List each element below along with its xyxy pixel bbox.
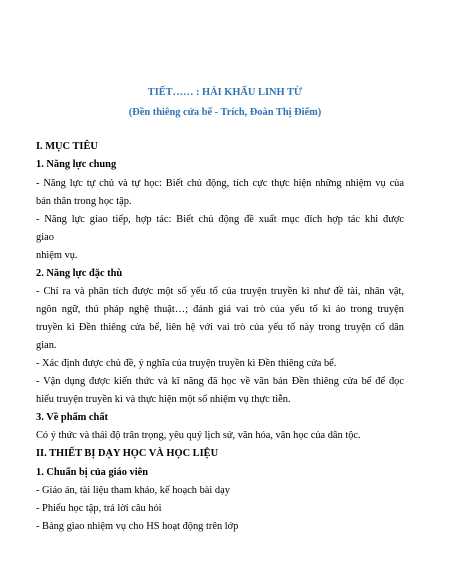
list-item: - Phiếu học tập, trả lời câu hỏi <box>36 503 162 514</box>
subheading-general-competence: 1. Năng lực chung <box>36 159 117 170</box>
paragraph-line: nhiệm vụ. <box>36 250 78 261</box>
subheading-teacher-prep: 1. Chuẩn bị của giáo viên <box>36 467 149 478</box>
paragraph-line: - Xác định được chủ đề, ý nghĩa của truyện truyền kì Đền thiêng cửa bể. <box>36 358 337 369</box>
list-item: - Bảng giao nhiệm vụ cho HS hoạt động trên lớp <box>36 521 239 532</box>
paragraph-line: truyền kì Đền thiêng cửa bể, liên hệ với vai trò của yếu tố này trong truyện cổ dân <box>36 322 404 333</box>
paragraph-line: - Năng lực giao tiếp, hợp tác: Biết chủ động đề xuất mục đích hợp tác khi được <box>36 214 404 225</box>
paragraph-line: gian. <box>36 340 57 351</box>
paragraph-line: - Vận dụng được kiến thức và kĩ năng đã học về văn bản Đền thiêng cửa bể để đọc <box>36 376 404 387</box>
section-heading-equipment: II. THIẾT BỊ DẠY HỌC VÀ HỌC LIỆU <box>36 448 219 459</box>
paragraph-line: Có ý thức và thái độ trân trọng, yêu quý lịch sử, văn hóa, văn học của dân tộc. <box>36 430 361 441</box>
section-heading-objectives: I. MỤC TIÊU <box>36 141 98 152</box>
paragraph-line: giao <box>36 232 54 243</box>
paragraph-line: - Chỉ ra và phân tích được một số yếu tố của truyện truyền kì như đề tài, nhân vật, <box>36 286 404 297</box>
paragraph-line: hiểu truyện truyền kì và thực hiện một số nhiệm vụ thực tiễn. <box>36 394 291 405</box>
paragraph-line: ngôn ngữ, thủ pháp nghệ thuật…; đánh giá vai trò của yếu tố kì ảo trong truyện <box>36 304 404 315</box>
subheading-specific-competence: 2. Năng lực đặc thù <box>36 268 123 279</box>
paragraph-line: bản thân trong học tập. <box>36 196 132 207</box>
page-title: TIẾT…… : HÁI KHẨU LINH TỪ <box>147 87 303 98</box>
list-item: - Giáo án, tài liệu tham khảo, kế hoạch bài dạy <box>36 485 230 496</box>
paragraph-line: - Năng lực tự chủ và tự học: Biết chủ động, tích cực thực hiện những nhiệm vụ của <box>36 178 404 189</box>
page-subtitle: (Đền thiêng cửa bể - Trích, Đoàn Thị Điểm) <box>128 107 322 118</box>
subheading-qualities: 3. Về phẩm chất <box>36 412 108 423</box>
